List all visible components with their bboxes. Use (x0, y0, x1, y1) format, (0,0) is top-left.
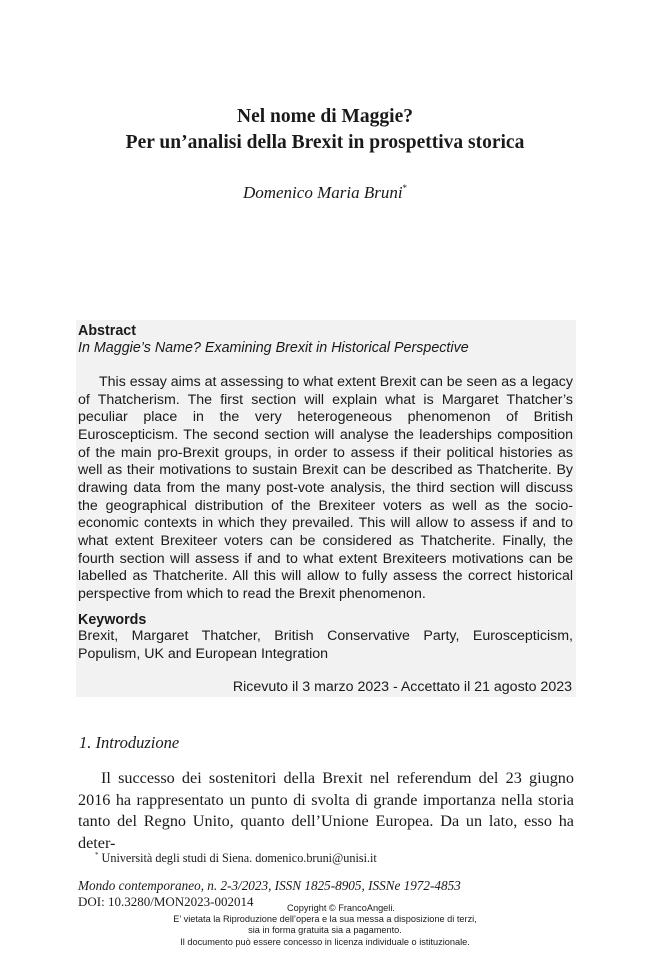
copyright-line-2: E’ vietata la Riproduzione dell’opera e la sua messa a disposizione di terzi, (173, 914, 477, 925)
copyright-line-1: Copyright © FrancoAngeli. (287, 903, 395, 913)
title-line-2: Per un’analisi della Brexit in prospettiva storica (125, 132, 525, 153)
author-byline (0, 178, 650, 203)
received-accepted-dates: Ricevuto il 3 marzo 2023 - Accettato il 21 agosto 2023 (232, 679, 572, 695)
author-name: Domenico Maria Bruni (242, 183, 403, 202)
copyright-notice (0, 903, 650, 948)
abstract-box (76, 320, 576, 697)
abstract-body: This essay aims at assessing to what extent Brexit can be seen as a legacy of Thatcherism. The first section will explain what is Margaret Thatcher’s peculiar place in the very heterogeneous phenomenon of British Euroscepticism. The second section will analyse the leaderships composition of the main pro-Brexit groups, in order to assess if their political histories as well as their motivations to sustain Brexit can be described as Thatcherite. By drawing data from the many post-vote analysis, the third section will discuss the geographical distribution of the Brexiteer voters as well as the socio-economic contexts in which they prevailed. This will allow to assess if and to what extent Brexiteer voters can be considered as Thatcherite. Finally, the fourth section will assess if and to what extent Brexiteers motivations can be labelled as Thatcherite. All this will allow to fully assess the correct historical perspective from which to read the Brexit phenomenon. (78, 374, 573, 602)
footnote-marker: * (95, 851, 99, 859)
author-footnote-marker: * (402, 183, 408, 193)
abstract-english-title: In Maggie’s Name? Examining Brexit in Historical Perspective (78, 340, 469, 356)
keywords-text: Brexit, Margaret Thatcher, British Conservative Party, Euroscepticism, Populism, UK and European Integration (78, 628, 573, 662)
section-heading: 1. Introduzione (79, 733, 180, 752)
title-line-1: Nel nome di Maggie? (236, 106, 413, 127)
copyright-line-4: Il documento può essere concesso in licenza individuale o istituzionale. (180, 936, 470, 947)
intro-paragraph: Il successo dei sostenitori della Brexit nel referendum del 23 giugno 2016 ha rappresentato un punto di svolta di grande importanza nella storia tanto del Regno Unito, quanto dell’Unione Europea. Da un lato, esso ha deter- (78, 769, 574, 852)
author-footnote (95, 847, 377, 866)
footnote-text: Università degli studi di Siena. domenico.bruni@unisi.it (101, 851, 377, 865)
copyright-line-3: sia in forma gratuita sia a pagamento. (248, 925, 402, 936)
journal-citation: Mondo contemporaneo, n. 2-3/2023, ISSN 1825-8905, ISSNe 1972-4853 (78, 878, 461, 893)
abstract-heading: Abstract (78, 323, 136, 339)
keywords-heading: Keywords (78, 612, 147, 628)
doi-line: DOI: 10.3280/MON2023-002014 (78, 894, 254, 909)
article-title (0, 104, 650, 156)
